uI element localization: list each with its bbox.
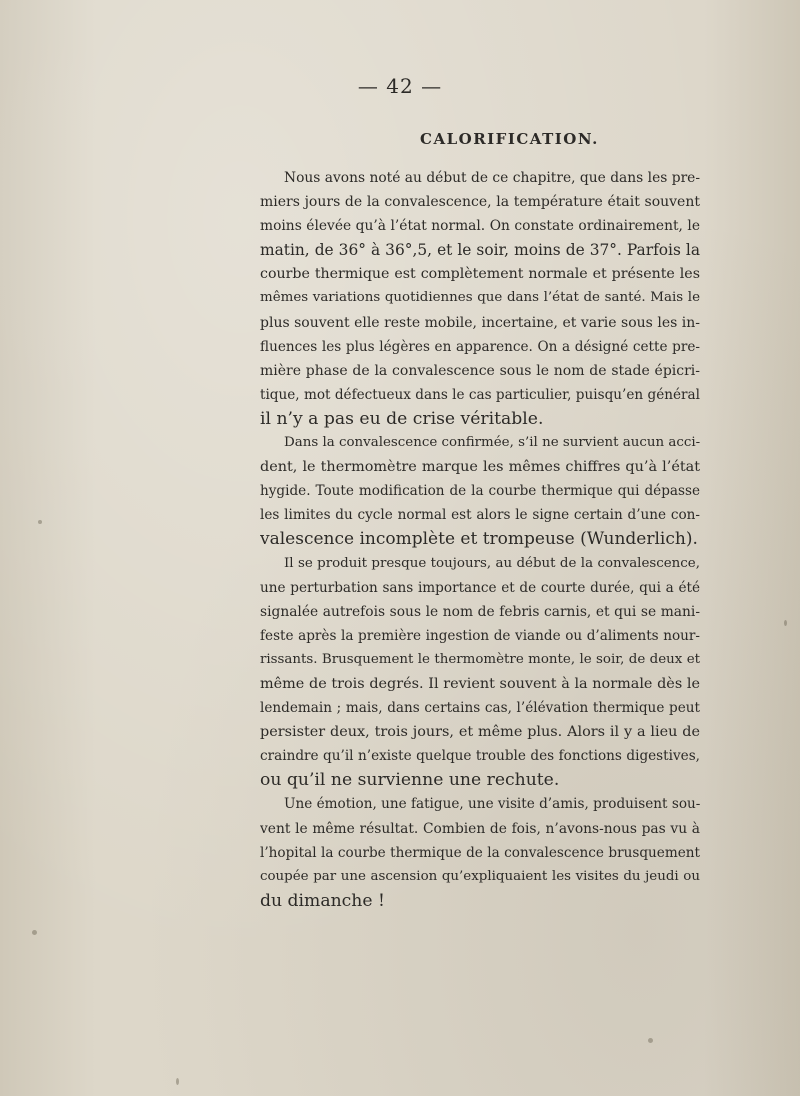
text-line: signalée autrefois sous le nom de febris carnis, et qui se mani- bbox=[260, 603, 700, 620]
text-line: Dans la convalescence confirmée, s’il ne survient aucun acci- bbox=[284, 435, 700, 451]
text-line: Une émotion, une fatigue, une visite d’amis, produisent sou- bbox=[284, 796, 700, 813]
paper-speck bbox=[784, 620, 787, 626]
text-line: il n’y a pas eu de crise véritable. bbox=[260, 408, 544, 429]
text-line: courbe thermique est complètement normale et présente les bbox=[260, 266, 700, 283]
text-line: rissants. Brusquement le thermomètre monte, le soir, de deux et bbox=[260, 651, 700, 667]
paper-speck bbox=[32, 930, 37, 935]
body-text bbox=[260, 166, 700, 913]
paper-speck bbox=[176, 1078, 179, 1085]
text-line: valescence incomplète et trompeuse (Wunderlich). bbox=[260, 529, 698, 550]
text-line: lendemain ; mais, dans certains cas, l’élévation thermique peut bbox=[260, 700, 700, 717]
text-line: craindre qu’il n’existe quelque trouble des fonctions digestives, bbox=[260, 748, 700, 765]
section-heading: CALORIFICATION. bbox=[420, 130, 599, 148]
paper-speck bbox=[648, 1038, 653, 1043]
paper-speck bbox=[38, 520, 42, 524]
text-line: vent le même résultat. Combien de fois, n’avons-nous pas vu à bbox=[260, 820, 700, 837]
text-line: les limites du cycle normal est alors le signe certain d’une con- bbox=[260, 507, 700, 524]
text-line: Nous avons noté au début de ce chapitre, que dans les pre- bbox=[284, 170, 700, 186]
text-line: fluences les plus légères en apparence. On a désigné cette pre- bbox=[260, 338, 700, 355]
text-line: persister deux, trois jours, et même plus. Alors il y a lieu de bbox=[260, 724, 700, 741]
text-line: du dimanche ! bbox=[260, 890, 385, 911]
text-line: moins élevée qu’à l’état normal. On constate ordinairement, le bbox=[260, 218, 700, 235]
text-line: hygide. Toute modification de la courbe thermique qui dépasse bbox=[260, 483, 700, 500]
text-line: coupée par une ascension qu’expliquaient les visites du jeudi ou bbox=[260, 868, 700, 884]
text-line: tique, mot défectueux dans le cas particulier, puisqu’en général bbox=[260, 386, 700, 403]
text-line: même de trois degrés. Il revient souvent à la normale dès le bbox=[260, 675, 700, 692]
text-line: Il se produit presque toujours, au début de la convalescence, bbox=[284, 555, 700, 571]
text-line: l’hopital la courbe thermique de la convalescence brusquement bbox=[260, 844, 700, 861]
text-line: ou qu’il ne survienne une rechute. bbox=[260, 770, 560, 791]
text-line: dent, le thermomètre marque les mêmes chiffres qu’à l’état bbox=[260, 459, 700, 476]
text-line: une perturbation sans importance et de courte durée, qui a été bbox=[260, 579, 700, 596]
text-line: matin, de 36° à 36°,5, et le soir, moins de 37°. Parfois la bbox=[260, 241, 700, 260]
text-line: mêmes variations quotidiennes que dans l’état de santé. Mais le bbox=[260, 290, 700, 306]
page-number: — 42 — bbox=[357, 74, 443, 98]
text-line: mière phase de la convalescence sous le nom de stade épicri- bbox=[260, 362, 700, 379]
text-line: plus souvent elle reste mobile, incertaine, et varie sous les in- bbox=[260, 314, 700, 331]
text-line: feste après la première ingestion de viande ou d’aliments nour- bbox=[260, 627, 700, 644]
text-line: miers jours de la convalescence, la température était souvent bbox=[260, 194, 700, 211]
